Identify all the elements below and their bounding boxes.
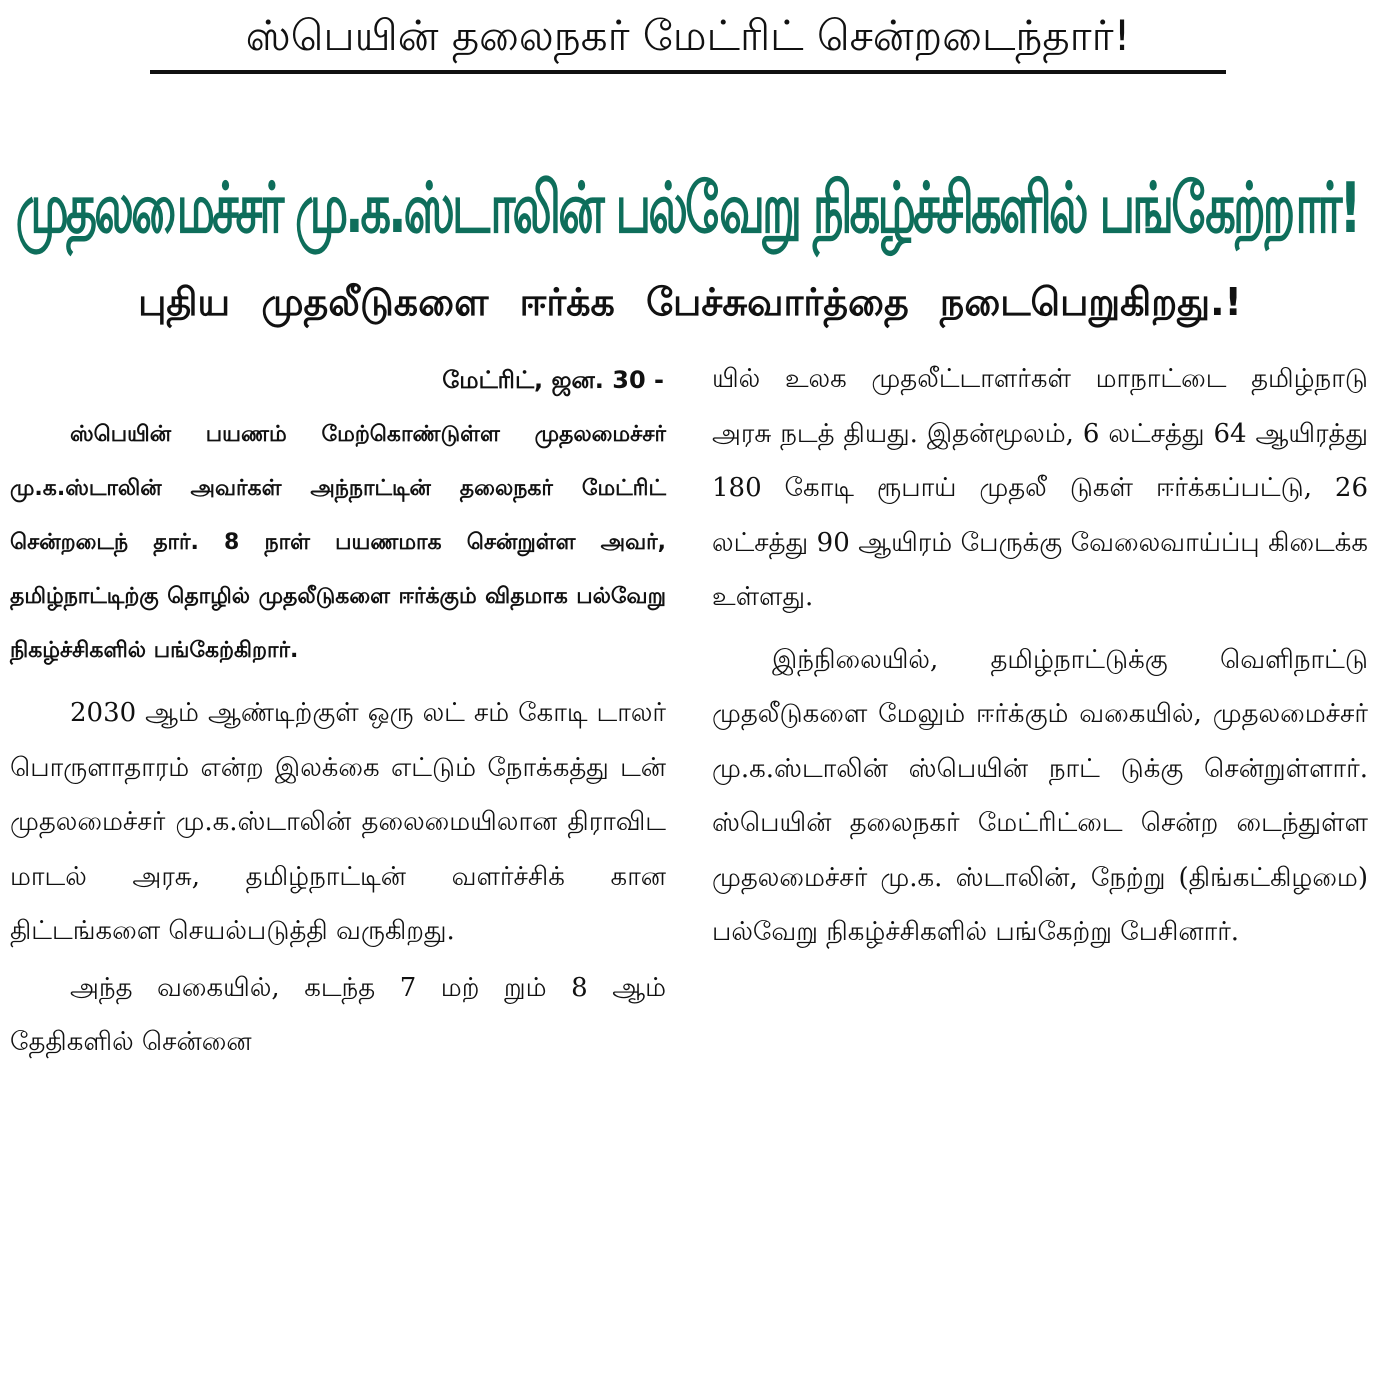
body-paragraph: யில் உலக முதலீட்டாளர்கள் மாநாட்டை தமிழ்நாடு அரசு நடத் தியது. இதன்மூலம், 6 லட்சத்து 64 ஆயிரத்து 180 கோடி ரூபாய் முதலீ டுகள் ஈர்க்கப்பட்டு, 26 லட்சத்து 90 ஆயிரம் பேருக்கு வேலைவாய்ப்பு கிடைக்க உள்ளது. (712, 364, 1368, 612)
body-paragraph: அந்த வகையில், கடந்த 7 மற் றும் 8 ஆம் தேதிகளில் சென்னை (10, 972, 666, 1057)
article-column-right (712, 352, 1368, 960)
sub-headline: புதிய முதலீடுகளை ஈர்க்க பேச்சுவார்த்தை நடைபெறுகிறது.! (138, 280, 1242, 324)
kicker-title: ஸ்பெயின் தலைநகர் மேட்ரிட் சென்றடைந்தார்! (150, 6, 1226, 74)
lead-paragraph: ஸ்பெயின் பயணம் மேற்கொண்டுள்ள முதலமைச்சர் மு.க.ஸ்டாலின் அவர்கள் அந்நாட்டின் தலைநகர் மேட்ரிட் சென்றடைந் தார். 8 நாள் பயணமாக சென்றுள்ள அவர், தமிழ்நாட்டிற்கு தொழில் முதலீடுகளை ஈர்க்கும் விதமாக பல்வேறு நிகழ்ச்சிகளில் பங்கேற்கிறார். (10, 422, 666, 663)
article-column-left (10, 352, 666, 1070)
main-headline: முதலமைச்சர் மு.க.ஸ்டாலின் பல்வேறு நிகழ்ச்சிகளில் பங்கேற்றார்! (15, 168, 1359, 250)
kicker-container (150, 6, 1226, 74)
dateline: மேட்ரிட், ஜன. 30 - (442, 366, 664, 394)
body-paragraph: 2030 ஆம் ஆண்டிற்குள் ஒரு லட் சம் கோடி டாலர் பொருளாதாரம் என்ற இலக்கை எட்டும் நோக்கத்து டன் முதலமைச்சர் மு.க.ஸ்டாலின் தலைமையிலான திராவிட மாடல் அரசு, தமிழ்நாட்டின் வளர்ச்சிக் கான திட்டங்களை செயல்படுத்தி வருகிறது. (10, 698, 666, 946)
body-paragraph: இந்நிலையில், தமிழ்நாட்டுக்கு வெளிநாட்டு முதலீடுகளை மேலும் ஈர்க்கும் வகையில், முதலமைச்சர் மு.க.ஸ்டாலின் ஸ்பெயின் நாட் டுக்கு சென்றுள்ளார். ஸ்பெயின் தலைநகர் மேட்ரிட்டை சென்ற டைந்துள்ள முதலமைச்சர் மு.க. ஸ்டாலின், நேற்று (திங்கட்கிழமை) பல்வேறு நிகழ்ச்சிகளில் பங்கேற்று பேசினார். (712, 644, 1368, 947)
